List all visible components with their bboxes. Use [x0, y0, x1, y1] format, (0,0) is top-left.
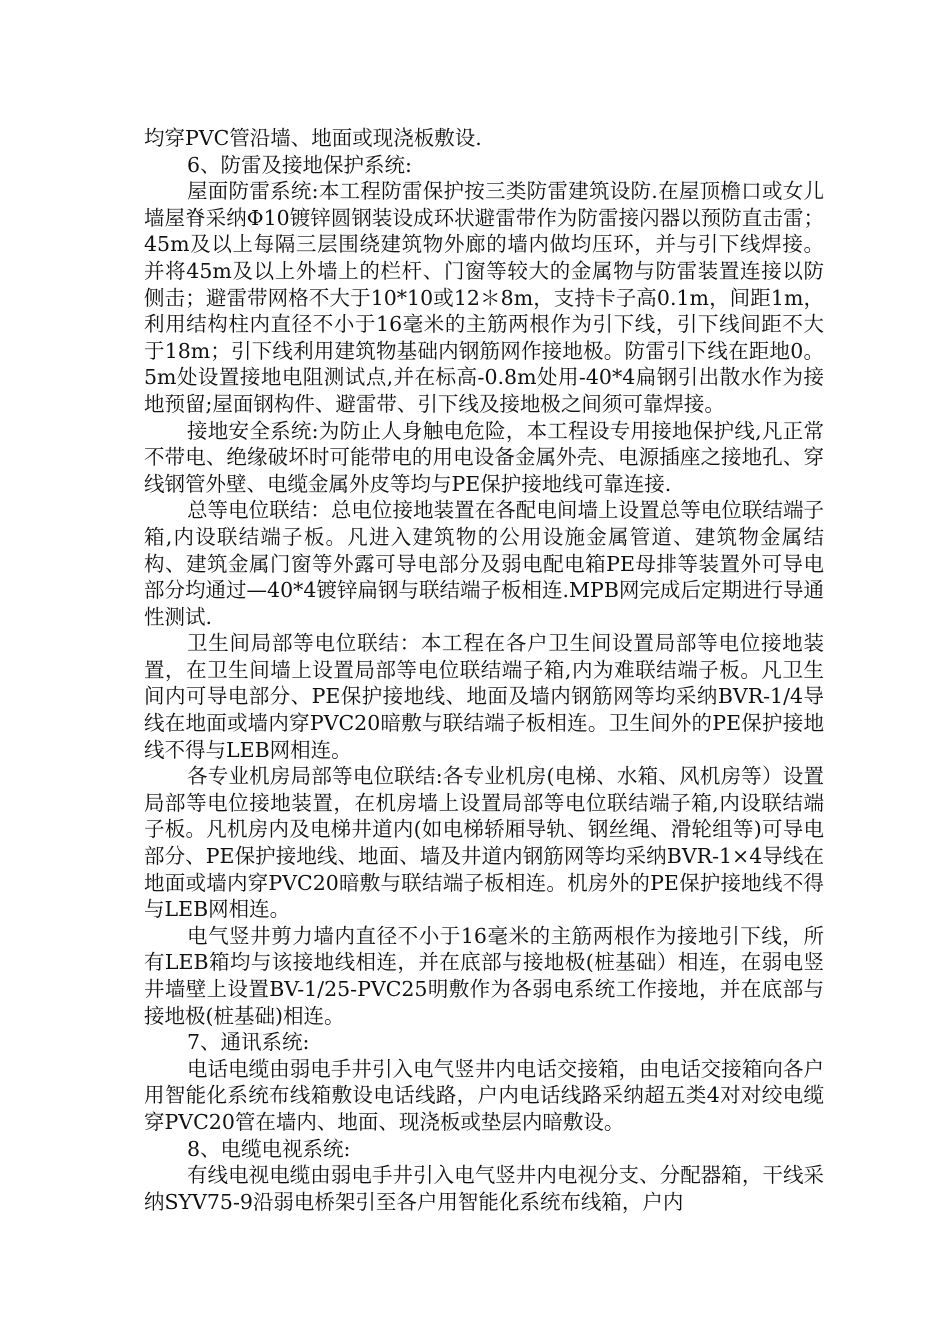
paragraph-cable-tv: 有线电视电缆由弱电手井引入电气竖井内电视分支、分配器箱，干线采纳SYV75-9沿弱电桥架引至各户用智能化系统布线箱，户内 — [144, 1163, 824, 1214]
section-heading-cable-tv: 8、电缆电视系统: — [187, 1136, 351, 1161]
paragraph-machine-room-equipotential: 各专业机房局部等电位联结:各专业机房(电梯、水箱、风机房等）设置局部等电位接地装置，在机房墙上设置局部等电位联结端子箱,内设联结端子板。凡机房内及电梯井道内(如电梯轿厢导轨、钢丝绳、滑轮组等)可导电部分、PE保护接地线、地面、墙及井道内钢筋网等均采纳BVR-1×4导线在地面或墙内穿PVC20暗敷与联结端子板相连。机房外的PE保护接地线不得与LEB网相连。 — [144, 764, 824, 922]
paragraph-telephone-cable: 电话电缆由弱电手井引入电气竖井内电话交接箱，由电话交接箱向各户用智能化系统布线箱敷设电话线路，户内电话线路采纳超五类4对对绞电缆穿PVC20管在墙内、地面、现浇板或垫层内暗敷设。 — [144, 1056, 824, 1134]
paragraph-main-equipotential: 总等电位联结：总电位接地装置在各配电间墙上设置总等电位联结端子箱,内设联结端子板。凡进入建筑物的公用设施金属管道、建筑物金属结构、建筑金属门窗等外露可导电部分及弱电配电箱PE母排等装置外可导电部分均通过—40*4镀锌扁钢与联结端子板相连.MPB网完成后定期进行导通性测试. — [144, 498, 824, 629]
paragraph-roof-lightning: 屋面防雷系统:本工程防雷保护按三类防雷建筑设防.在屋顶檐口或女儿墙屋脊采纳Φ10镀锌圆钢装设成环状避雷带作为防雷接闪器以预防直击雷；45m及以上每隔三层围绕建筑物外廊的墙内做均压环，并与引下线焊接。并将45m及以上外墙上的栏杆、门窗等较大的金属物与防雷装置连接以防侧击；避雷带网格不大于10*10或12＊8m，支持卡子高0.1m，间距1m，利用结构柱内直径不小于16毫米的主筋两根作为引下线，引下线间距不大于18m；引下线利用建筑物基础内钢筋网作接地极。防雷引下线在距地0。5m处设置接地电阻测试点,并在标高-0.8m处用-40*4扁钢引出散水作为接地预留;屋面钢构件、避雷带、引下线及接地极之间须可靠焊接。 — [144, 179, 824, 416]
paragraph-electrical-shaft: 电气竖井剪力墙内直径不小于16毫米的主筋两根作为接地引下线，所有LEB箱均与该接地线相连，并在底部与接地极(桩基础）相连，在弱电竖井墙壁上设置BV-1/25-PVC25明敷作为各弱电系统工作接地，并在底部与接地极(桩基础)相连。 — [144, 923, 824, 1028]
paragraph-bathroom-equipotential: 卫生间局部等电位联结：本工程在各户卫生间设置局部等电位接地装置，在卫生间墙上设置局部等电位联结端子箱,内为难联结端子板。凡卫生间内可导电部分、PE保护接地线、地面及墙内钢筋网等均采纳BVR-1/4导线在地面或墙内穿PVC20暗敷与联结端子板相连。卫生间外的PE保护接地线不得与LEB网相连。 — [144, 631, 824, 762]
paragraph-pvc-conduit: 均穿PVC管沿墙、地面或现浇板敷设. — [144, 126, 482, 150]
section-heading-communication: 7、通讯系统: — [187, 1030, 310, 1055]
section-heading-lightning-grounding: 6、防雷及接地保护系统: — [187, 152, 412, 177]
paragraph-grounding-safety: 接地安全系统:为防止人身触电危险，本工程设专用接地保护线,凡正常不带电、绝缘破坏时可能带电的用电设备金属外壳、电源插座之接地孔、穿线钢管外壁、电缆金属外皮等均与PE保护接地线可靠连接. — [144, 418, 824, 496]
document-body — [144, 125, 824, 1215]
